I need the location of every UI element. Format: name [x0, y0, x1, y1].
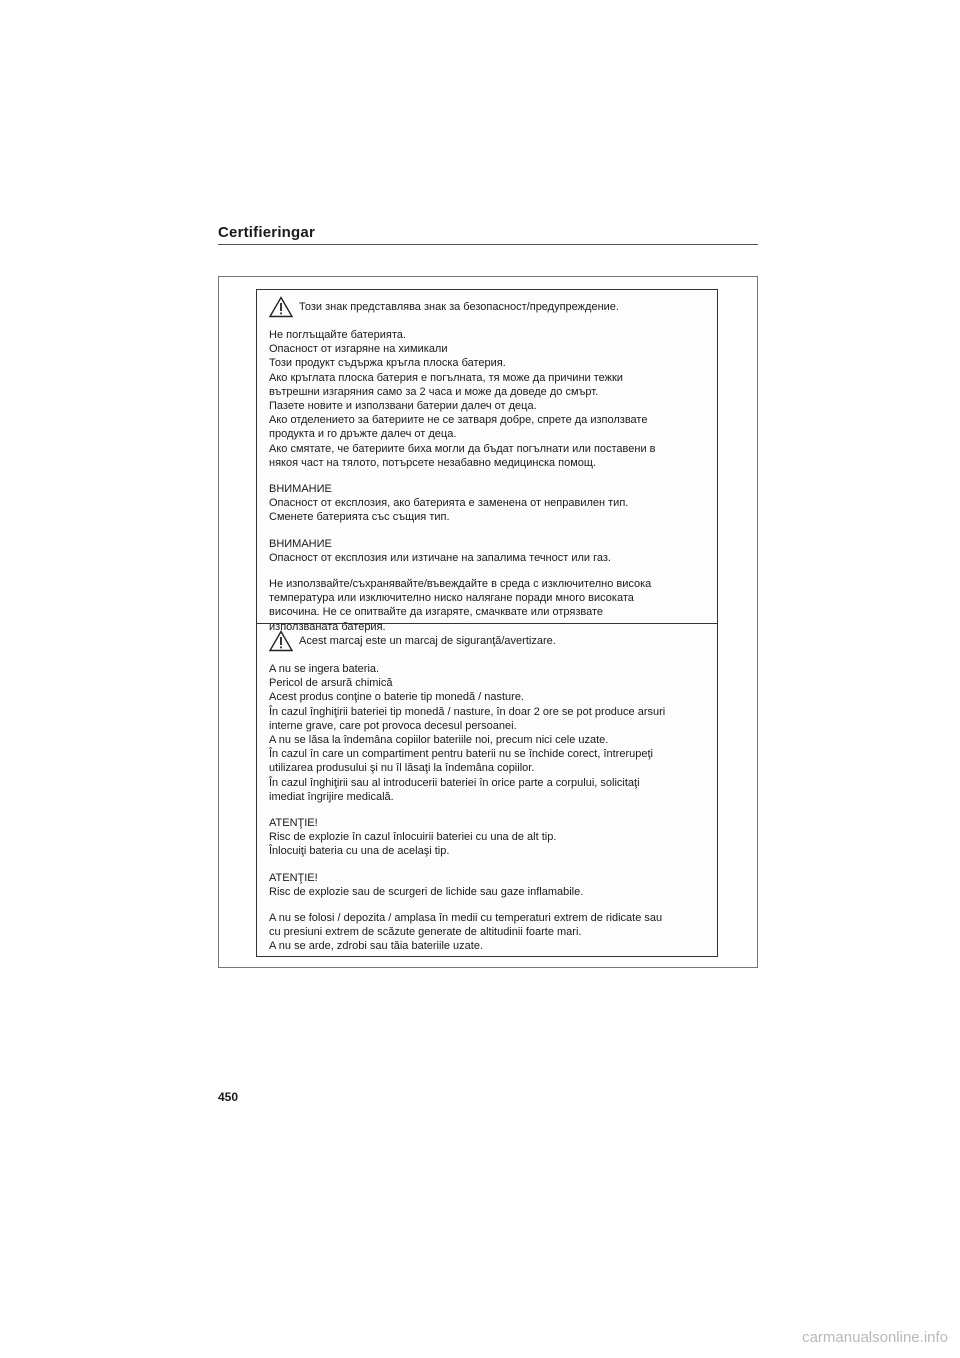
- text-line: Ако отделението за батериите не се затваря добре, спрете да използвате: [269, 414, 648, 427]
- text-line: Înlocuiţi bateria cu una de acelaşi tip.: [269, 845, 450, 858]
- ro-block-3: [269, 871, 705, 899]
- text-line: използваната батерия.: [269, 620, 386, 633]
- text-line: A nu se arde, zdrobi sau tăia bateriile uzate.: [269, 940, 484, 953]
- text-line: În cazul înghiţirii bateriei tip monedă / nasture, în doar 2 ore se pot produce arsuri: [269, 705, 666, 718]
- text-line: Опасност от експлозия или изтичане на запалима течност или газ.: [269, 551, 611, 564]
- text-line: Сменете батерията със същия тип.: [269, 511, 450, 524]
- text-line: Risc de explozie sau de scurgeri de lichide sau gaze inflamabile.: [269, 885, 584, 898]
- text-line: Пазете новите и използвани батерии далеч от деца.: [269, 400, 537, 413]
- text-line: A nu se ingera bateria.: [269, 663, 380, 675]
- text-line: вътрешни изгаряния само за 2 часа и може да доведе до смърт.: [269, 385, 599, 398]
- warning-triangle-icon: [269, 296, 293, 318]
- text-line: A nu se folosi / depozita / amplasa în medii cu temperaturi extrem de ridicate sau: [269, 912, 663, 925]
- warning-triangle-icon: [269, 630, 293, 652]
- text-line: interne grave, care pot provoca decesul persoanei.: [269, 719, 517, 732]
- text-line: ВНИМАНИЕ: [269, 483, 332, 496]
- text-line: температура или изключително ниско налягане поради много високата: [269, 592, 634, 605]
- text-line: Ако кръглата плоска батерия е погълната, тя може да причини тежки: [269, 371, 623, 384]
- text-line: Опасност от изгаряне на химикали: [269, 343, 448, 356]
- text-line: Ако смятате, че батериите биха могли да бъдат погълнати или поставени в: [269, 442, 656, 455]
- battery-warning-label: [256, 289, 718, 957]
- bg-warning-heading: [269, 296, 705, 318]
- text-line: някоя част на тялото, потърсете незабавно медицинска помощ.: [269, 456, 597, 469]
- text-line: Acest produs conţine o baterie tip monedă / nasture.: [269, 691, 524, 704]
- text-line: cu presiuni extrem de scăzute generate de altitudinii foarte mari.: [269, 926, 582, 939]
- ro-warning-heading-text: Acest marcaj este un marcaj de siguranţă/avertizare.: [299, 635, 556, 647]
- ro-block-4: [269, 911, 705, 954]
- ro-block-2: [269, 816, 705, 859]
- ro-warning-heading: [269, 630, 705, 652]
- bg-block-1: [269, 328, 705, 470]
- bg-warning-heading-text: Този знак представлява знак за безопасност/предупреждение.: [299, 301, 619, 313]
- bg-block-2: [269, 482, 705, 525]
- text-line: Не поглъщайте батерията.: [269, 329, 406, 341]
- text-line: Risc de explozie în cazul înlocuirii bateriei cu una de alt tip.: [269, 831, 557, 844]
- text-line: În cazul în care un compartiment pentru baterii nu se închide corect, întrerupeţi: [269, 748, 653, 761]
- page-number: 450: [218, 1090, 239, 1104]
- text-line: Този продукт съдържа кръгла плоска батерия.: [269, 357, 506, 370]
- text-line: ВНИМАНИЕ: [269, 537, 332, 550]
- bulgarian-warning-panel: [257, 290, 717, 633]
- ro-block-1: [269, 662, 705, 804]
- text-line: utilizarea produsului şi nu îl lăsaţi la îndemâna copiilor.: [269, 762, 535, 775]
- text-line: Не използвайте/съхранявайте/въвеждайте в среда с изключително висока: [269, 578, 652, 591]
- text-line: продукта и го дръжте далеч от деца.: [269, 428, 457, 441]
- text-line: imediat îngrijire medicală.: [269, 790, 394, 803]
- bg-block-3: [269, 537, 705, 565]
- text-line: височина. Не се опитвайте да изгаряте, смачквате или отрязвате: [269, 606, 604, 619]
- text-line: Pericol de arsură chimică: [269, 677, 393, 690]
- watermark: carmanualsonline.info: [802, 1329, 948, 1346]
- text-line: ATENŢIE!: [269, 871, 318, 884]
- section-title: Certifieringar: [218, 224, 315, 241]
- text-line: A nu se lăsa la îndemâna copiilor bateriile noi, precum nici cele uzate.: [269, 734, 609, 747]
- romanian-warning-panel: [257, 623, 717, 956]
- text-line: ATENŢIE!: [269, 817, 318, 830]
- text-line: În cazul înghiţirii sau al introducerii bateriei în orice parte a corpului, solicitaţi: [269, 776, 640, 789]
- title-divider: [218, 244, 758, 245]
- text-line: Опасност от експлозия, ако батерията е заменена от неправилен тип.: [269, 497, 629, 510]
